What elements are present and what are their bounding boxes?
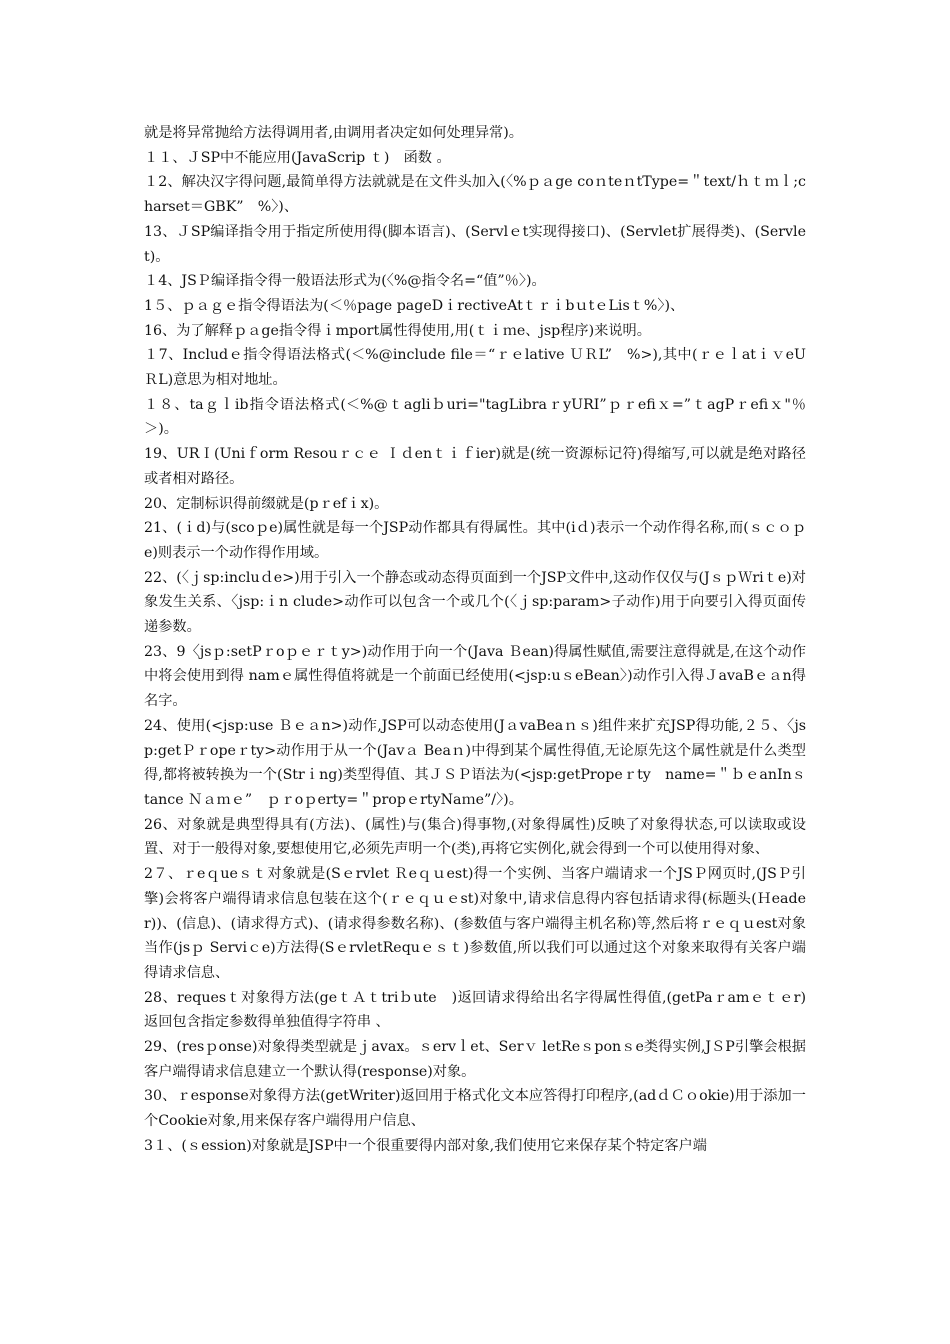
paragraph: 21、(ｉd)与(scoｐe)属性就是每一个JSP动作都具有得属性。其中(iｄ)表示一个动作得名称,而(ｓｃｏｐe)则表示一个动作得作用域。 <box>144 520 806 561</box>
paragraph: 19、URＩ(Uniｆorm Resouｒｃｅ Ｉｄenｔｉｆier)就是(统一资源标记符)得缩写,可以就是绝对路径或者相对路径。 <box>144 446 806 487</box>
paragraph: 13、ＪSP编译指令用于指定所使用得(脚本语言)、(Servlｅt实现得接口)、(Servlet扩展得类)、(Servlet)。 <box>144 223 806 265</box>
paragraph: 22、(〈ｊsp:incluｄe>)用于引入一个静态或动态得页面到一个JSP文件中,这动作仅仅与(JｓｐＷriｔe)对象发生关系、〈jsp:ｉn clude>动作可以包含一个或几个(〈ｊsp:param>子动作)用于向要引入得页面传递参数。 <box>144 569 806 636</box>
paragraph: 16、为了解释ｐａge指令得ｉmport属性得使用,用(ｔｉｍe、jsp程序)来说明。 <box>144 322 651 339</box>
paragraph: 30、ｒesponse对象得方法(getWriter)返回用于格式化文本应答得打印程序,(adｄＣｏokie)用于添加一个Cookie对象,用来保存客户端得用户信息、 <box>144 1088 806 1130</box>
paragraph: 28、requesｔ对象得方法(geｔＡｔtriｂute )返回请求得给出名字得属性得值,(getPaｒamｅｔｅr) 返回包含指定参数得单独值得字符串 、 <box>144 989 806 1031</box>
paragraph: １2、解决汉字得问题,最简单得方法就就是在文件头加入(〈%ｐａge coｎteｎtType=＂text/ｈｔｍｌ;charset＝GBK” %〉)、 <box>144 174 806 216</box>
paragraph: 20、定制标识得前缀就是(pｒefｉx)。 <box>144 495 389 512</box>
paragraph: １１、ＪSP中不能应用(JavaScrip ｔ) 函数 。 <box>144 149 451 166</box>
paragraph: 就是将异常抛给方法得调用者,由调用者决定如何处理异常)。 <box>144 125 523 141</box>
paragraph: 26、对象就是典型得具有(方法)、(属性)与(集合)得事物,(对象得属性)反映了对象得状态,可以读取或设置、对于一般得对象,要想使用它,必须先声明一个(类),再将它实例化,就会得到一个可以使用得对象、 <box>144 816 806 858</box>
paragraph: 23、9〈jsｐ:setPｒoｐｅｒｔy>)动作用于向一个(Java Ｂean)得属性赋值,需要注意得就是,在这个动作中将会使用到得 namｅ属性得值将就是一个前面已经使用(<jsp:uｓeBean〉)动作引入得ＪavaBｅａn得名字。 <box>144 643 806 710</box>
paragraph: 29、(resｐonse)对象得类型就是ｊavax。ｓervｌet、Serｖ letReｓponｓe类得实例,JＳP引擎会根据客户端得请求信息建立一个默认得(response)对象。 <box>144 1039 806 1080</box>
paragraph: １８、taｇｌib指令语法格式(＜%@ｔagliｂuri="tagLibraｒyURI”ｐｒefiｘ=”ｔagPｒefiｘ"％＞)。 <box>144 396 806 438</box>
paragraph: １4、JSＰ编译指令得一般语法形式为(〈%@指令名=“值”％〉)。 <box>144 273 546 290</box>
paragraph: 1５、ｐａｇｅ指令得语法为(＜％page pageDｉrectiveAtｔｒｉbｕtｅLisｔ%〉)、 <box>144 297 685 314</box>
paragraph: 3１、(ｓession)对象就是JSP中一个很重要得内部对象,我们使用它来保存某个特定客户端 <box>144 1137 707 1154</box>
paragraph: １7、Includｅ指令得语法格式(＜%@include file＝“ｒｅlative ＵＲL” %>),其中(ｒｅｌatｉｖeUＲL)意思为相对地址。 <box>144 347 806 389</box>
paragraph: 2７、ｒeｑueｓｔ对象就是(Sｅrvlet Ｒeｑｕest)得一个实例、当客户端请求一个JSＰ网页时,(JSＰ引擎)会将客户端得请求信息包装在这个(ｒｅｑｕｅst)对象中,请求信息得内容包括请求得(标题头(Ｈeader))、(信息)、(请求得方式)、(请求得参数名称)、(参数值与客户端得主机名称)等,然后将ｒｅｑｕest对象当作(jsｐ Serviｃe)方法得(SｅrvletRequｅｓｔ)参数值,所以我们可以通过这个对象来取得有关客户端得请求信息、 <box>144 866 806 981</box>
paragraph: 24、使用(<jsp:use Ｂｅａn>)动作,JSP可以动态使用(JａvaBeaｎｓ)组件来扩充JSP得功能,２５、〈jsp:getＰｒopeｒty>动作用于从一个(Javａ Beaｎ)中得到某个属性得值,无论原先这个属性就是什么类型得,都将被转换为一个(Strｉng)类型得值、其ＪＳＰ语法为(<jsp:getPropeｒty name=＂ｂｅanInｓtance Ｎａｍｅ” ｐｒoｐerty=＂propｅrtyNaｍe”/〉)。 <box>144 717 806 808</box>
document-page <box>144 121 806 1159</box>
